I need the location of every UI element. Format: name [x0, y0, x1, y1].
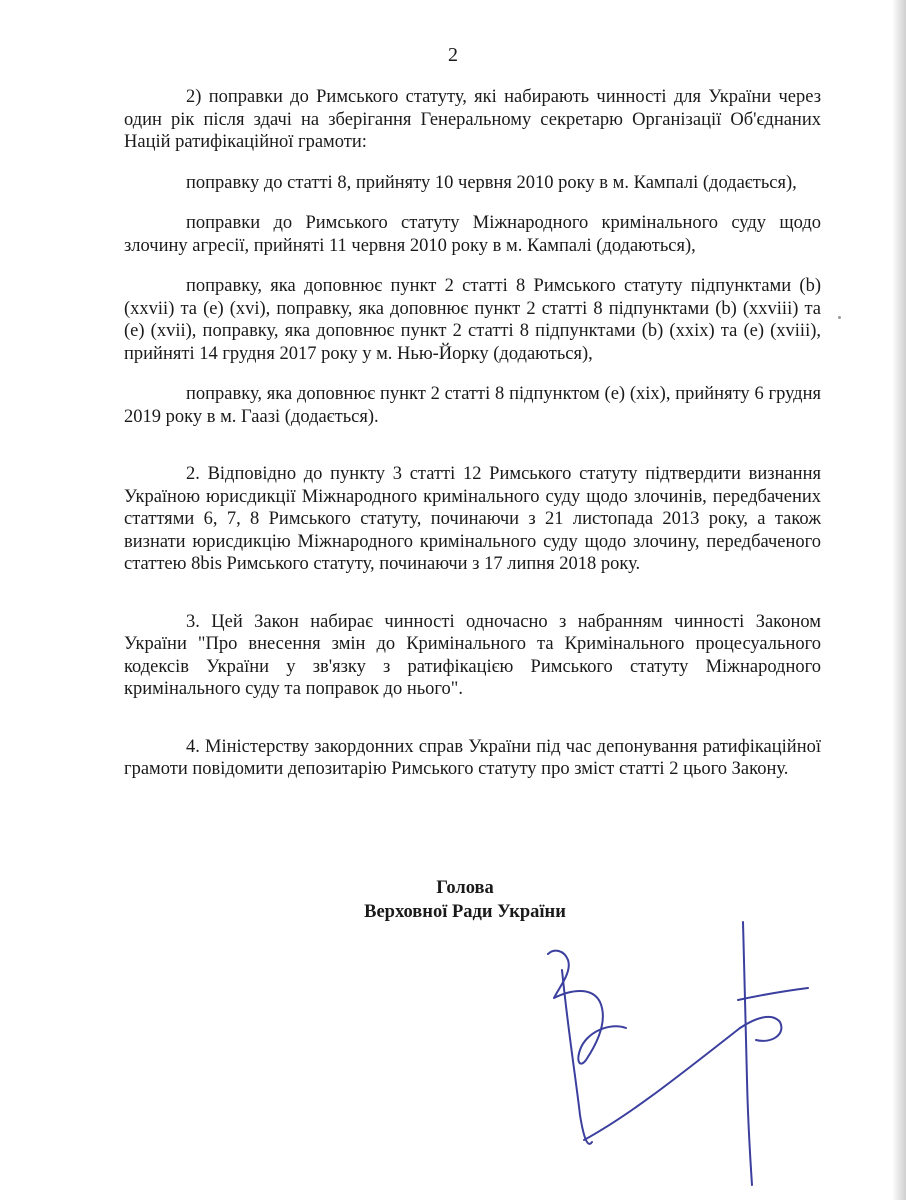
document-body [124, 86, 821, 781]
signatory-title: Голова [436, 878, 494, 898]
paragraph-article-3: 3. Цей Закон набирає чинності одночасно з набранням чинності Законом України "Про внесення змін до Кримінального та Кримінального процесуального кодексів України у зв'язку з ратифікацією Римського статуту Міжнародного кримінального суду та поправок до нього". [124, 611, 821, 699]
page-number: 2 [448, 44, 458, 66]
signatory-institution: Верховної Ради України [364, 902, 566, 922]
paragraph-amendment-2019: поправку, яка доповнює пункт 2 статті 8 підпунктом (e) (xix), прийняту 6 грудня 2019 року в м. Гаазі (додається). [124, 384, 821, 427]
paragraph-article-4: 4. Міністерству закордонних справ України під час депонування ратифікаційної грамоти повідомити депозитарію Римського статуту про зміст статті 2 цього Закону. [124, 736, 821, 779]
paragraph-article-2: 2. Відповідно до пункту 3 статті 12 Римського статуту підтвердити визнання Україною юрисдикції Міжнародного кримінального суду щодо злочинів, передбачених статтями 6, 7, 8 Римського статуту, починаючи з 21 листопада 2013 року, а також визнати юрисдикцію Міжнародного кримінального суду щодо злочину, передбаченого статтею 8bis Римського статуту, починаючи з 17 липня 2018 року. [124, 464, 821, 574]
paragraph-amendment-article-8: поправку до статті 8, прийняту 10 червня 2010 року в м. Кампалі (додається), [186, 172, 797, 193]
paragraph-amendment-aggression: поправки до Римського статуту Міжнародного кримінального суду щодо злочину агресії, прийняті 11 червня 2010 року в м. Кампалі (додаються), [124, 213, 821, 256]
scan-speck [838, 316, 841, 319]
paragraph-amendments-intro: 2) поправки до Римського статуту, які набирають чинності для України через один рік після здачі на зберігання Генеральному секретарю Організації Об'єднаних Націй ратифікаційної грамоти: [124, 87, 821, 152]
page-edge-shadow [892, 0, 906, 1200]
handwritten-signature [540, 910, 820, 1190]
paragraph-amendment-2017: поправку, яка доповнює пункт 2 статті 8 Римського статуту підпунктами (b) (xxvii) та (e) (xvi), поправку, яка доповнює пункт 2 статті 8 підпунктами (b) (xxviii) та (e) (xvii), поправку, яка доповнює пункт 2 статті 8 підпунктами (b) (xxix) та (e) (xviii), прийняті 14 грудня 2017 року у м. Нью-Йорку (додаються), [124, 276, 821, 364]
